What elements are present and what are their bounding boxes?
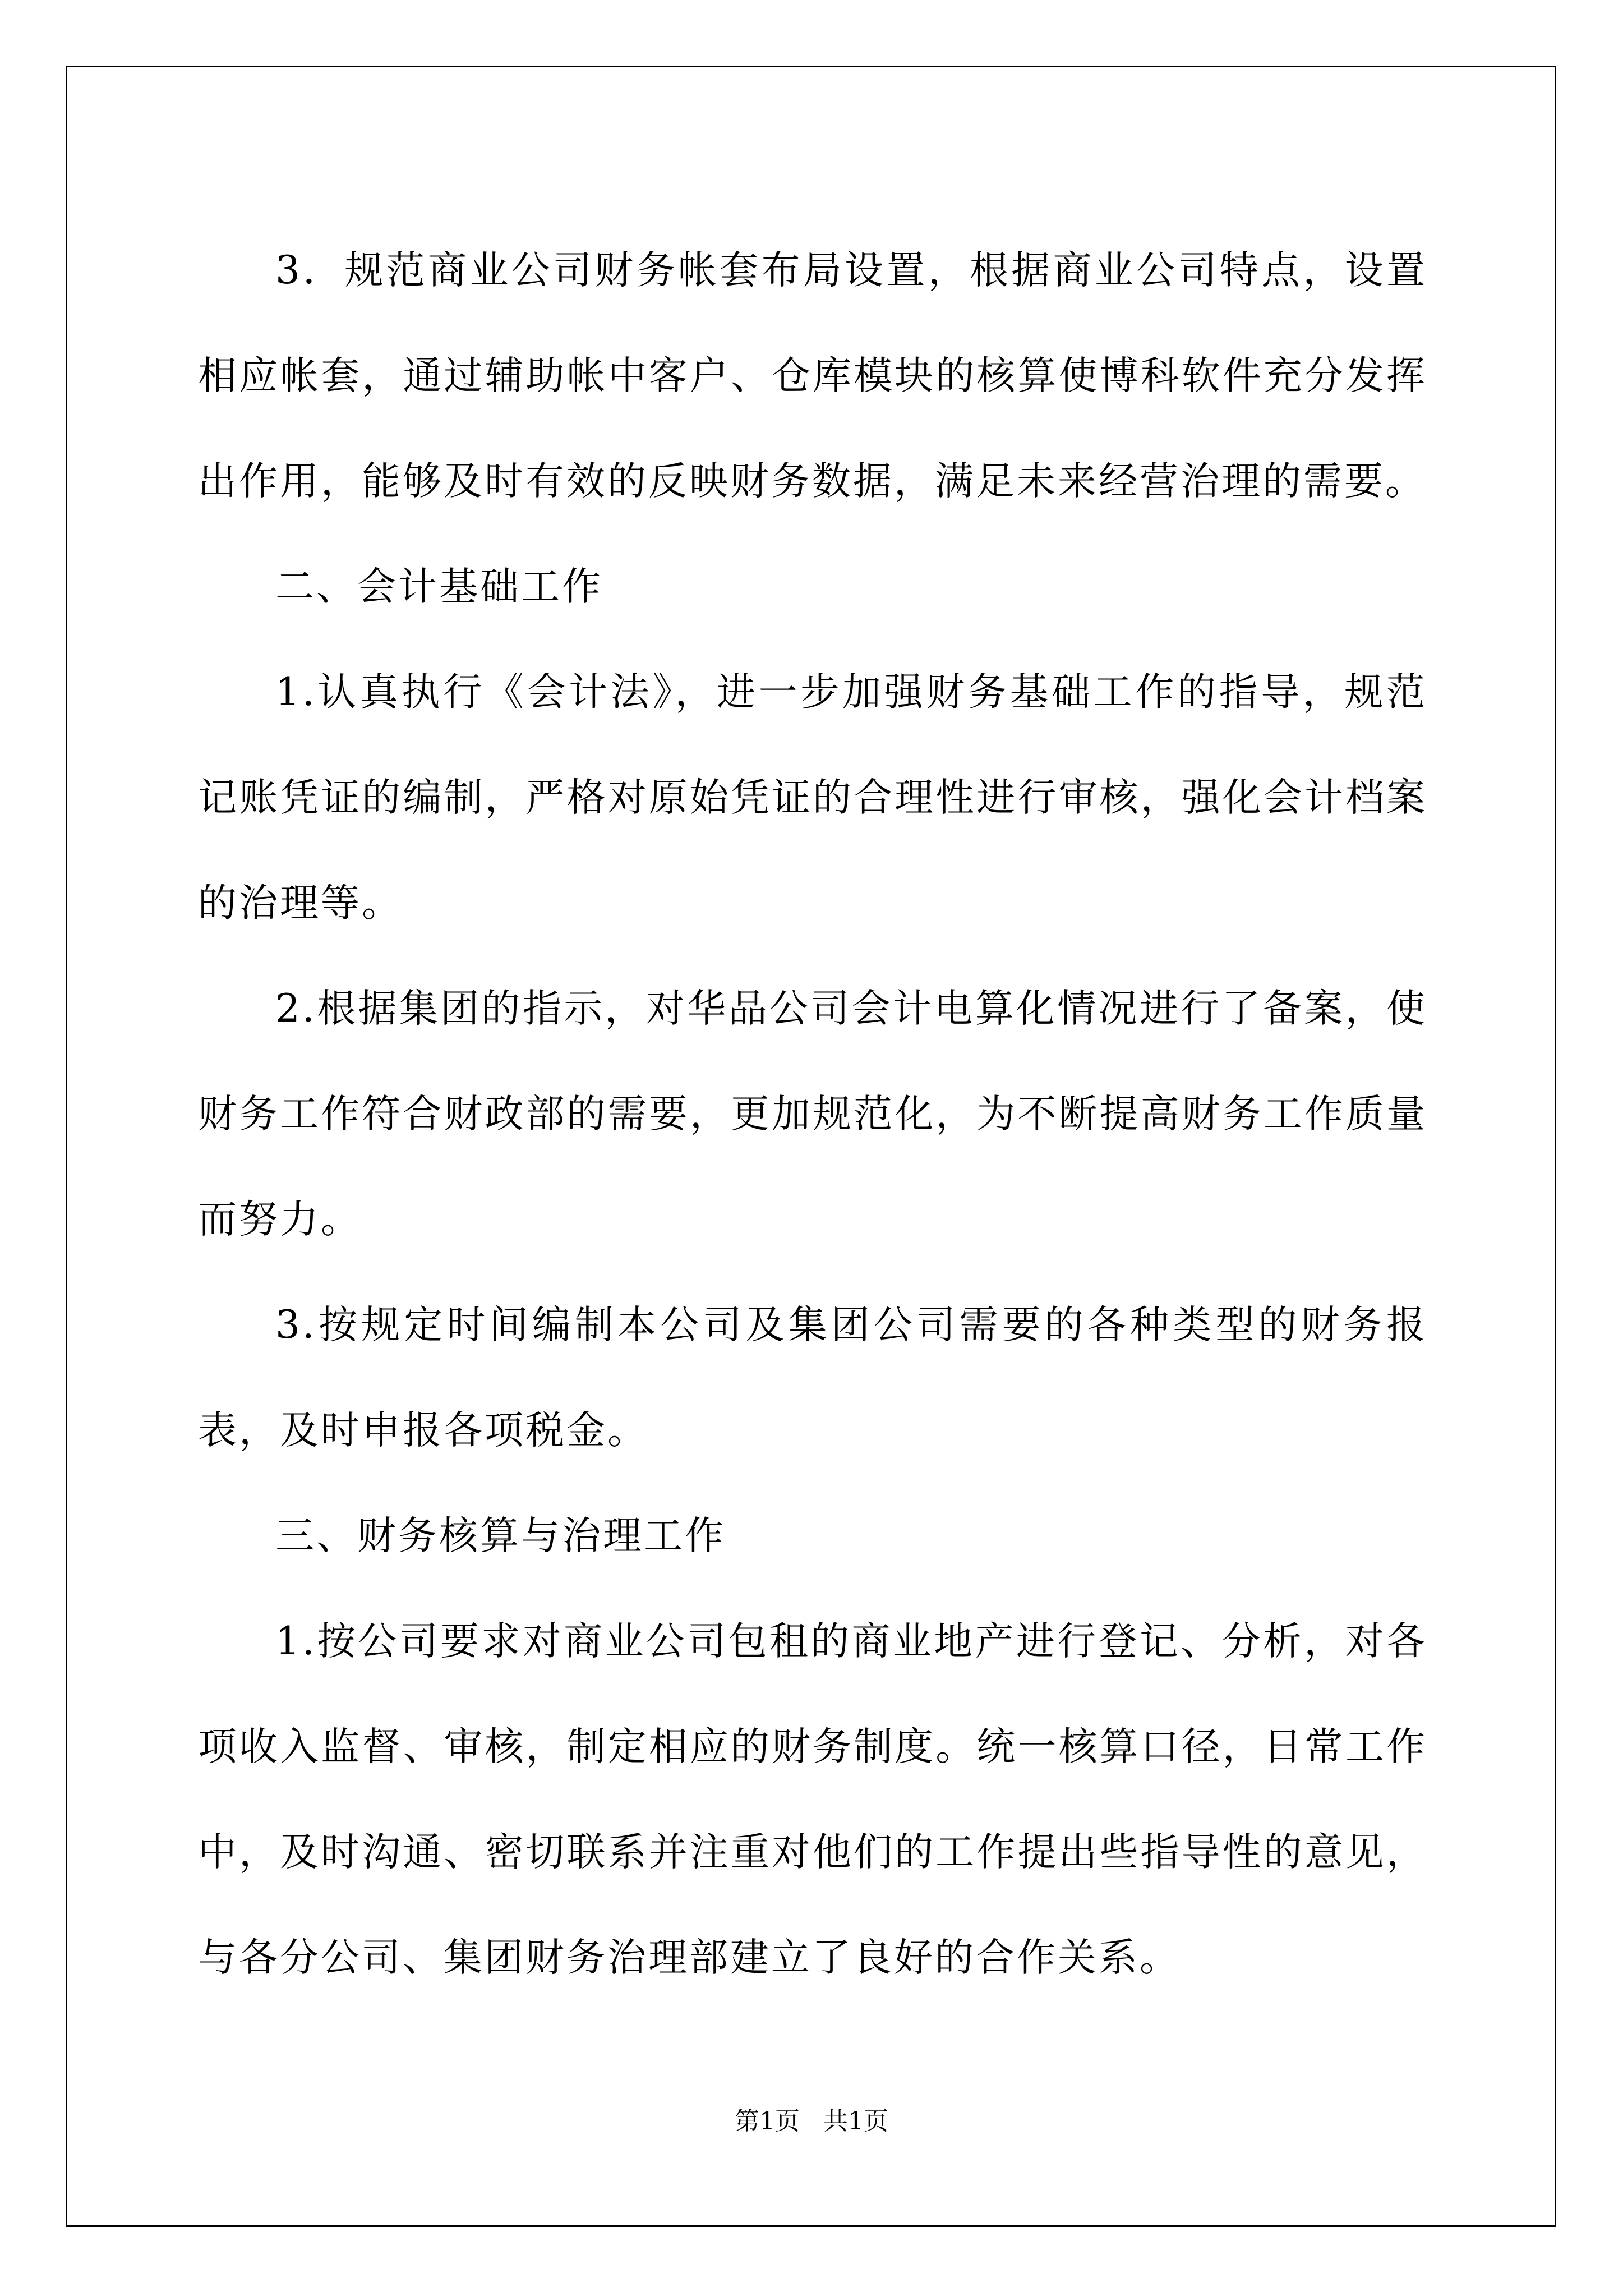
page-footer (0, 2105, 1623, 2138)
document-body (198, 218, 1427, 2010)
paragraph-item-3-ledger-setup: 3．规范商业公司财务帐套布局设置，根据商业公司特点，设置相应帐套，通过辅助帐中客户、仓库模块的核算使博科软件充分发挥出作用，能够及时有效的反映财务数据，满足未来经营治理的需要。 (198, 248, 1427, 504)
paragraph-item-3-reports: 3.按规定时间编制本公司及集团公司需要的各种类型的财务报表，及时申报各项税金。 (198, 1303, 1427, 1453)
paragraph-item-1-accounting-law: 1.认真执行《会计法》，进一步加强财务基础工作的指导，规范记账凭证的编制，严格对原始凭证的合理性进行审核，强化会计档案的治理等。 (198, 670, 1427, 926)
paragraph-item-2-filing: 2.根据集团的指示，对华品公司会计电算化情况进行了备案，使财务工作符合财政部的需要，更加规范化，为不断提高财务工作质量而努力。 (198, 986, 1427, 1242)
paragraph-item-1-property-leasing: 1.按公司要求对商业公司包租的商业地产进行登记、分析，对各项收入监督、审核，制定相应的财务制度。统一核算口径，日常工作中，及时沟通、密切联系并注重对他们的工作提出些指导性的意见，与各分公司、集团财务治理部建立了良好的合作关系。 (198, 1619, 1427, 1980)
page-number-current: 第1页 (735, 2107, 800, 2136)
section-heading-finance-management: 三、财务核算与治理工作 (275, 1513, 726, 1558)
section-heading-accounting-basics: 二、会计基础工作 (275, 564, 603, 609)
page-number-total: 共1页 (823, 2107, 888, 2136)
